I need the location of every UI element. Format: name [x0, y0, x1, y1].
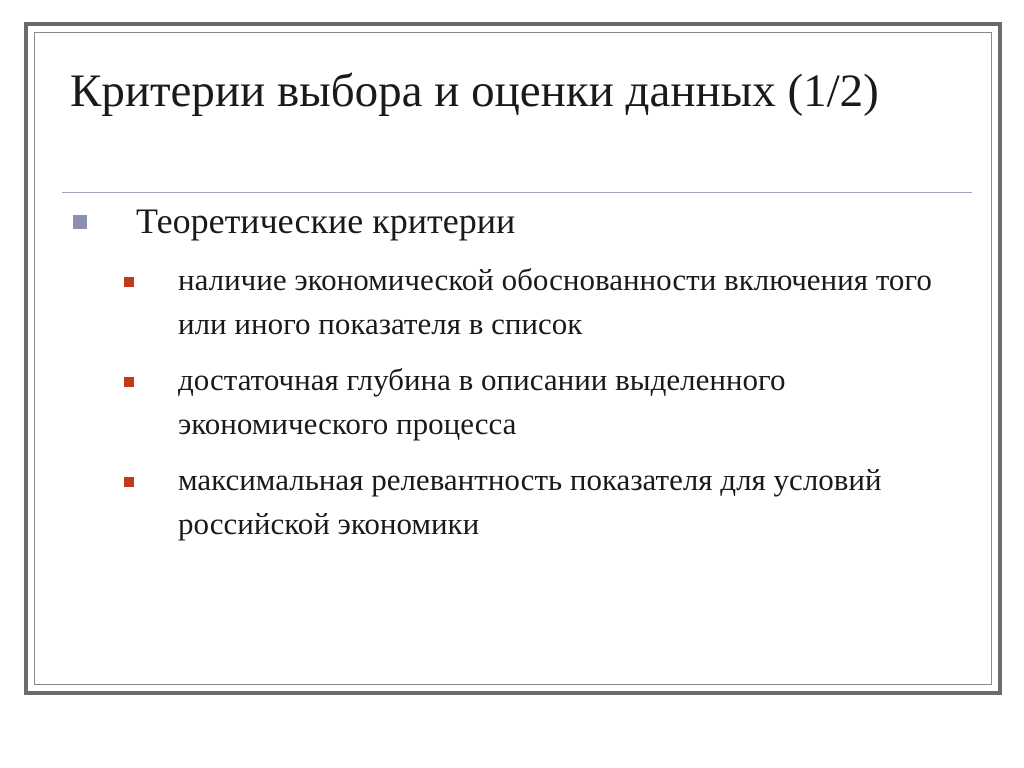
square-bullet-icon — [124, 377, 134, 387]
sub-bullet-item — [124, 258, 944, 346]
sub-bullet-text: достаточная глубина в описании выделенного экономического процесса — [178, 362, 786, 441]
bullet-text-level1: Теоретические критерии — [136, 201, 516, 241]
title-divider — [62, 192, 972, 193]
sub-bullet-item — [124, 358, 944, 446]
square-bullet-icon — [73, 215, 87, 229]
bullet-item-level1 — [70, 196, 950, 246]
square-bullet-icon — [124, 277, 134, 287]
sub-bullet-text: максимальная релевантность показателя для условий российской экономики — [178, 462, 882, 541]
square-bullet-icon — [124, 477, 134, 487]
slide-title: Критерии выбора и оценки данных (1/2) — [70, 65, 879, 117]
sub-bullet-text: наличие экономической обоснованности включения того или иного показателя в список — [178, 262, 932, 341]
sub-bullet-item — [124, 458, 944, 546]
sub-bullet-list — [124, 258, 944, 558]
